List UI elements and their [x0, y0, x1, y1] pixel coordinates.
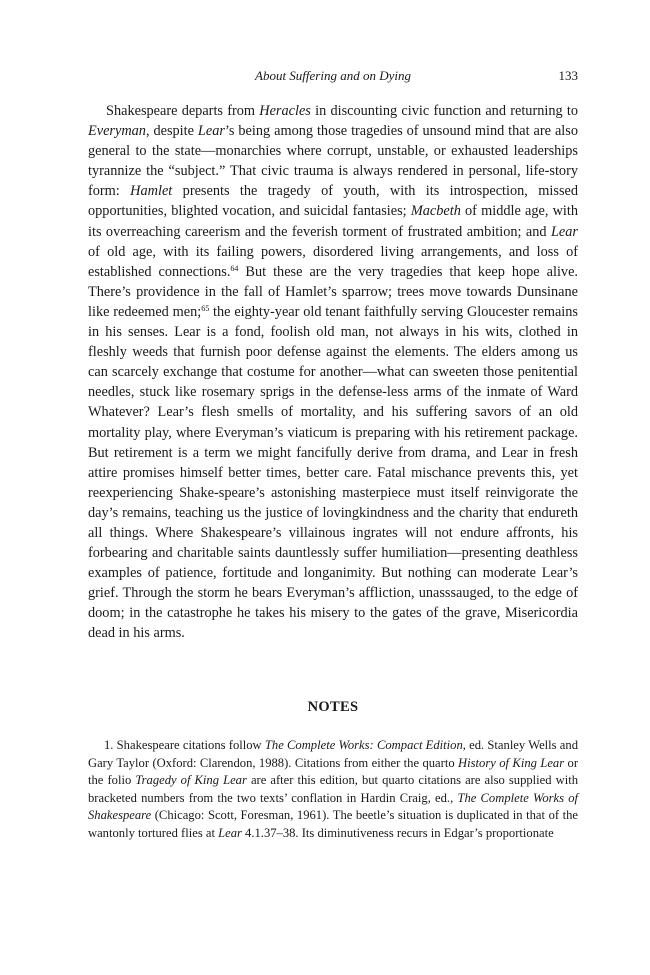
italic-title: Macbeth — [410, 203, 461, 220]
italic-title: Heracles — [259, 103, 311, 119]
text-run: But these are the very tragedies that keep hope alive. There’s providence in the fall of Hamlet’s sparrow; trees move towards Dunsinane like redeemed men; — [88, 263, 578, 320]
footnote-ref: 65 — [201, 303, 210, 313]
italic-title: History of King Lear — [458, 755, 565, 770]
notes-heading: NOTES — [307, 699, 359, 715]
text-run: (Chicago: Scott, Foresman, 1961). The beetle’s situation is duplicated in that of the wantonly tortured flies at — [88, 808, 578, 840]
text-run: of middle age, with its overreaching careerism and the feverish torment of frustrated ambition; and — [88, 203, 578, 240]
italic-title: Tragedy of King Lear — [135, 773, 247, 788]
text-run: , despite — [145, 123, 198, 140]
text-run: of old age, with its failing powers, disordered living arrangements, and loss of established connections. — [88, 243, 578, 280]
italic-title: The Complete Works: Compact Edition — [264, 738, 463, 752]
note-1 — [88, 737, 578, 843]
footnote-ref: 64 — [230, 263, 239, 273]
running-title: About Suffering and on Dying — [255, 68, 411, 83]
text-run: 4.1.37–38. Its diminutiveness recurs in Edgar’s proportionate — [241, 825, 554, 840]
text-run: or the folio — [88, 755, 579, 788]
italic-title: The Complete Works of Shakespeare — [88, 790, 579, 823]
text-run: presents the tragedy of youth, with its introspection, missed opportunities, blighted vocation, and suicidal fantasies; — [88, 183, 578, 220]
text-run: the eighty-year old tenant faithfully serving Gloucester remains in his senses. Lear is a fond, foolish old man, not always in his wits, clothed in fleshly weeds that furnish poor defense against the elements. The elders among us can scarcely exchange that costume for another—what can sweeten those penitential needles, stuck like rosemary sprigs in the defense-less arms of the inmate of Ward Whatever? Lear’s flesh smells of mortality, and his suffering savors of an old mortality play, where Everyman’s viaticum is preparing with his retirement package. But retirement is a term we might fancifully derive from drama, and Lear in fresh attire promises himself better times, better care. Fatal mischance prevents this, yet reexperiencing Shake-speare’s astonishing masterpiece must itself reinvigorate the day’s remains, teaching us the justice of lovingkindness and the charity that endureth all things. Where Shakespeare’s villainous ingrates will not endure affronts, his forbearing and charitable saints dauntlessly suffer humiliation—presenting deathless examples of patience, fortitude and longanimity. But nothing can moderate Lear’s grief. Through the storm he bears Everyman’s affliction, unasssauged, to the edge of doom; in the catastrophe he takes his misery to the gates of the grave, Misericordia dead in his arms. — [88, 303, 578, 642]
italic-title: Lear — [197, 123, 225, 140]
italic-title: Hamlet — [130, 183, 173, 200]
text-run: , ed. Stanley Wells and Gary Taylor (Oxford: Clarendon, 1988). Citations from either the quarto — [88, 738, 578, 770]
italic-title: Lear — [218, 825, 242, 840]
text-run: ’s being among those tragedies of unsound mind that are also general to the state—monarchies where corrupt, unstable, or exhausted leaderships tyrannize the “subject.” That civic trauma is always rendered in personal, life-story form: — [88, 123, 578, 200]
text-run: 1. Shakespeare citations follow — [104, 738, 265, 752]
body-paragraph — [88, 101, 578, 644]
italic-title: Everyman — [88, 123, 146, 140]
text-run: Shakespeare departs from — [106, 103, 260, 119]
page-number: 133 — [558, 68, 578, 83]
text-run: in discounting civic function and returning to — [310, 103, 578, 119]
text-run: are after this edition, but quarto citations are also supplied with bracketed numbers from the two texts’ conflation in Hardin Craig, ed., — [88, 773, 579, 805]
running-head — [88, 68, 578, 86]
body-text — [88, 101, 578, 644]
notes-section — [88, 737, 578, 843]
italic-title: Lear — [550, 223, 578, 240]
